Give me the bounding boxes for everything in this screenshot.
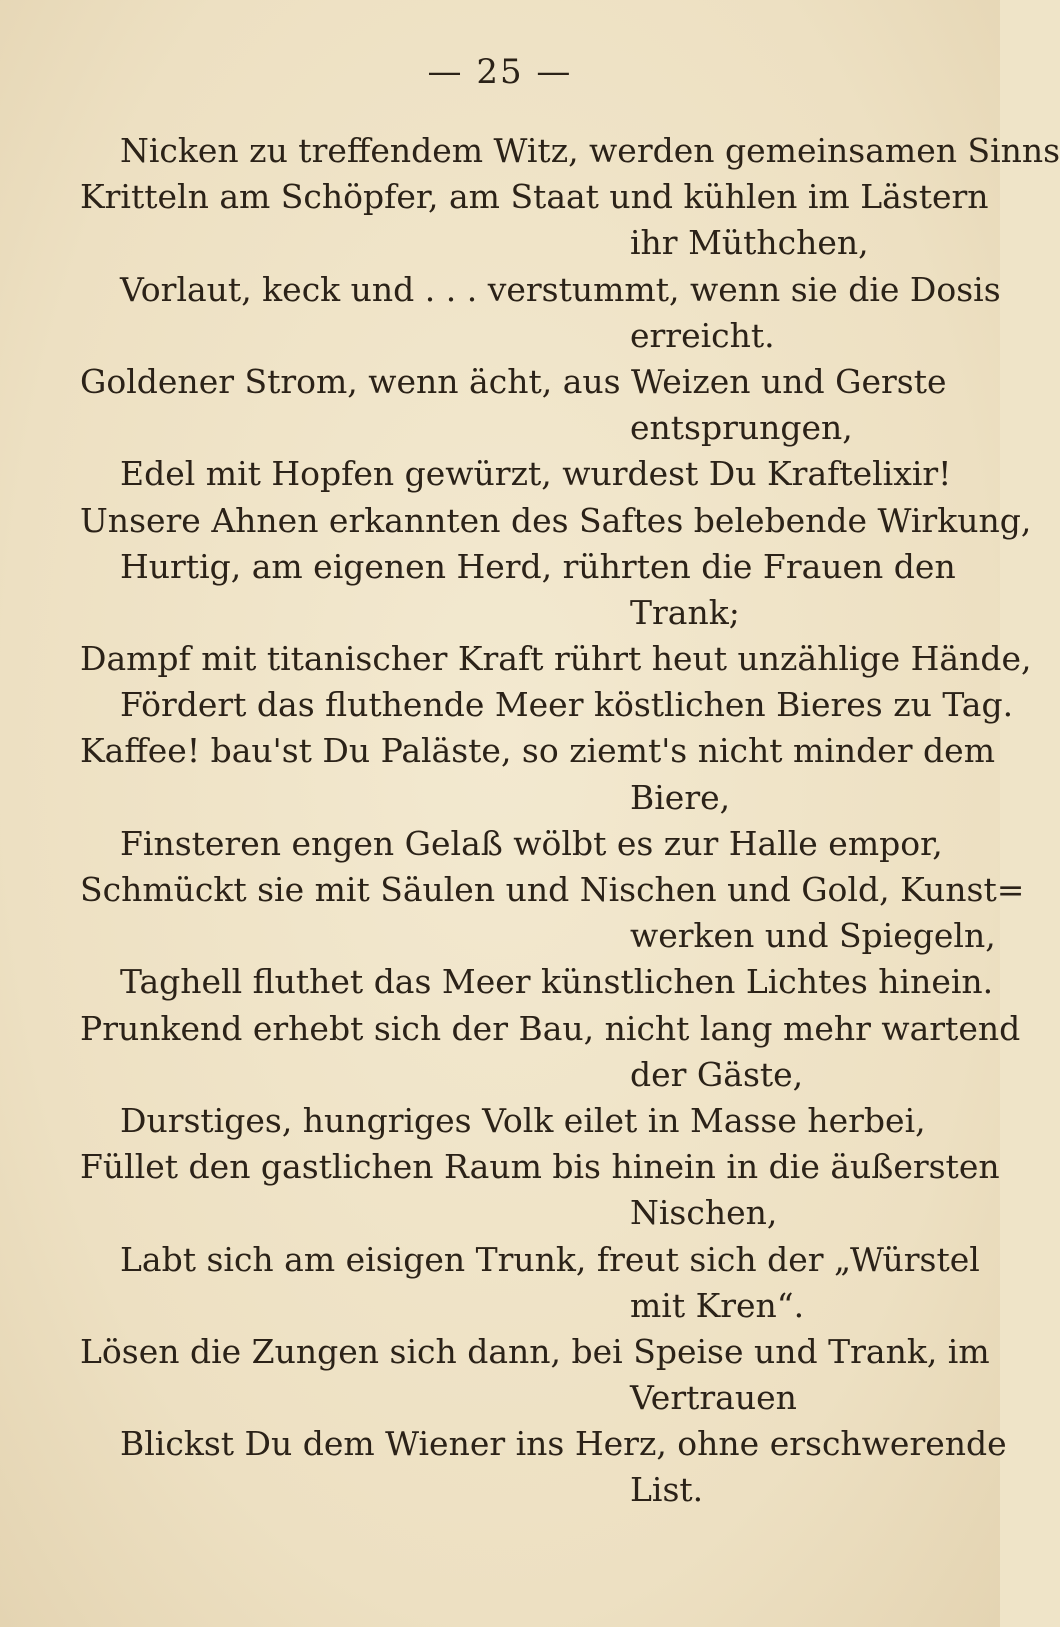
- verse-line: Prunkend erhebt sich der Bau, nicht lang mehr wartend: [80, 1008, 1021, 1048]
- verse-line: der Gäste,: [630, 1054, 804, 1094]
- verse-line: Nicken zu treffendem Witz, werden gemeinsamen Sinns: [120, 131, 1060, 170]
- poem-text: [80, 128, 1060, 1514]
- verse-line: Kaffee! bau'st Du Paläste, so ziemt's nicht minder dem: [80, 731, 995, 771]
- verse-line: mit Kren“.: [630, 1285, 805, 1325]
- verse-line: Goldener Strom, wenn ächt, aus Weizen und Gerste: [80, 361, 947, 401]
- verse-line: Lösen die Zungen sich dann, bei Speise und Trank, im: [80, 1331, 990, 1371]
- verse-line: Taghell fluthet das Meer künstlichen Lichtes hinein.: [120, 962, 994, 1002]
- verse-line: Biere,: [630, 777, 731, 817]
- verse-line: Labt sich am eisigen Trunk, freut sich der „Würstel: [120, 1239, 980, 1279]
- verse-line: ihr Müthchen,: [630, 223, 869, 263]
- verse-line: erreicht.: [630, 315, 775, 355]
- verse-line: Füllet den gastlichen Raum bis hinein in die äußersten: [80, 1147, 1000, 1187]
- verse-line: Kritteln am Schöpfer, am Staat und kühlen im Lästern: [80, 177, 989, 217]
- verse-line: Trank;: [630, 592, 740, 632]
- page-number: — 25 —: [427, 52, 573, 92]
- verse-line: entsprungen,: [630, 408, 853, 448]
- verse-line: Durstiges, hungriges Volk eilet in Masse herbei,: [120, 1100, 926, 1140]
- verse-line: Schmückt sie mit Säulen und Nischen und Gold, Kunst=: [80, 870, 1025, 909]
- verse-line: Dampf mit titanischer Kraft rührt heut unzählige Hände,: [80, 639, 1032, 679]
- verse-line: Blickst Du dem Wiener ins Herz, ohne erschwerende: [120, 1424, 1007, 1464]
- verse-line: Unsere Ahnen erkannten des Saftes belebende Wirkung,: [80, 500, 1032, 540]
- verse-line: Vorlaut, keck und . . . verstummt, wenn sie die Dosis: [120, 269, 1001, 309]
- verse-line: werken und Spiegeln,: [630, 916, 996, 956]
- verse-line: Finsteren engen Gelaß wölbt es zur Halle empor,: [120, 823, 943, 863]
- verse-line: Vertrauen: [630, 1378, 797, 1418]
- verse-line: List.: [630, 1470, 704, 1510]
- verse-line: Hurtig, am eigenen Herd, rührten die Frauen den: [120, 546, 956, 586]
- verse-line: Fördert das fluthende Meer köstlichen Bieres zu Tag.: [120, 685, 1014, 725]
- verse-line: Edel mit Hopfen gewürzt, wurdest Du Kraftelixir!: [120, 454, 952, 494]
- verse-line: Nischen,: [630, 1193, 778, 1233]
